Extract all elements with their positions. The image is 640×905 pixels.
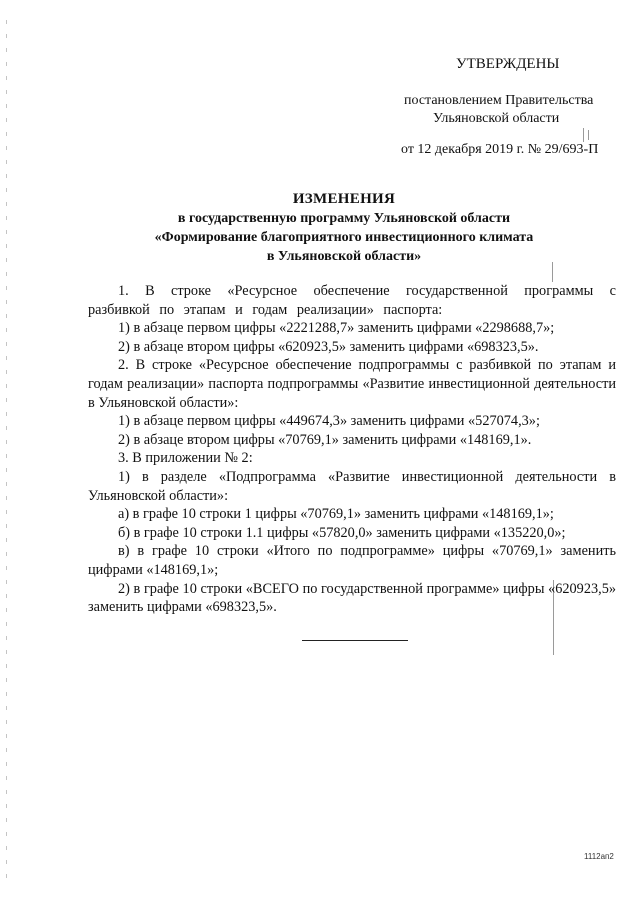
scan-mark <box>588 130 589 140</box>
paragraph: 1) в разделе «Подпрограмма «Развитие инвестиционной деятельности в Ульяновской области»: <box>88 468 616 504</box>
approval-title: УТВЕРЖДЕНЫ <box>456 56 560 72</box>
paragraph: 1) в абзаце первом цифры «2221288,7» заменить цифрами «2298688,7»; <box>118 320 555 337</box>
document-body <box>88 282 616 617</box>
paragraph: 1) в абзаце первом цифры «449674,3» заменить цифрами «527074,3»; <box>118 413 540 430</box>
paragraph: 1. В строке «Ресурсное обеспечение государственной программы с разбивкой по этапам и годам реализации» паспорта: <box>88 283 616 318</box>
paragraph: 2. В строке «Ресурсное обеспечение подпрограммы с разбивкой по этапам и годам реализации» паспорта подпрограммы «Развитие инвестиционной деятельности в Ульяновской области»: <box>88 357 616 411</box>
scan-mark <box>552 262 553 282</box>
approval-line: постановлением Правительства <box>404 93 594 108</box>
footer-code: 1112ап2 <box>584 852 614 861</box>
document-subtitle: «Формирование благоприятного инвестиционного климата <box>154 230 534 245</box>
paragraph: 2) в графе 10 строки «ВСЕГО по государственной программе» цифры «620923,5» заменить цифрами «698323,5». <box>88 580 616 616</box>
scan-edge-dashes <box>6 20 7 880</box>
document-subtitle: в государственную программу Ульяновской области <box>177 211 511 226</box>
document-title: ИЗМЕНЕНИЯ <box>292 191 396 207</box>
paragraph: а) в графе 10 строки 1 цифры «70769,1» заменить цифрами «148169,1»; <box>118 506 554 523</box>
paragraph: 2) в абзаце втором цифры «620923,5» заменить цифрами «698323,5». <box>118 338 539 355</box>
document-subtitle: в Ульяновской области» <box>266 249 422 264</box>
approval-date-number: от 12 декабря 2019 г. № 29/693-П <box>401 142 599 157</box>
paragraph: 3. В приложении № 2: <box>118 450 253 467</box>
scan-mark <box>583 128 584 142</box>
approval-line: Ульяновской области <box>433 111 560 126</box>
paragraph: в) в графе 10 строки «Итого по подпрограмме» цифры «70769,1» заменить цифрами «148169,1»; <box>88 543 616 578</box>
paragraph: б) в графе 10 строки 1.1 цифры «57820,0» заменить цифрами «135220,0»; <box>118 524 566 541</box>
paragraph: 2) в абзаце втором цифры «70769,1» заменить цифрами «148169,1». <box>118 431 532 448</box>
separator-line <box>302 640 408 641</box>
